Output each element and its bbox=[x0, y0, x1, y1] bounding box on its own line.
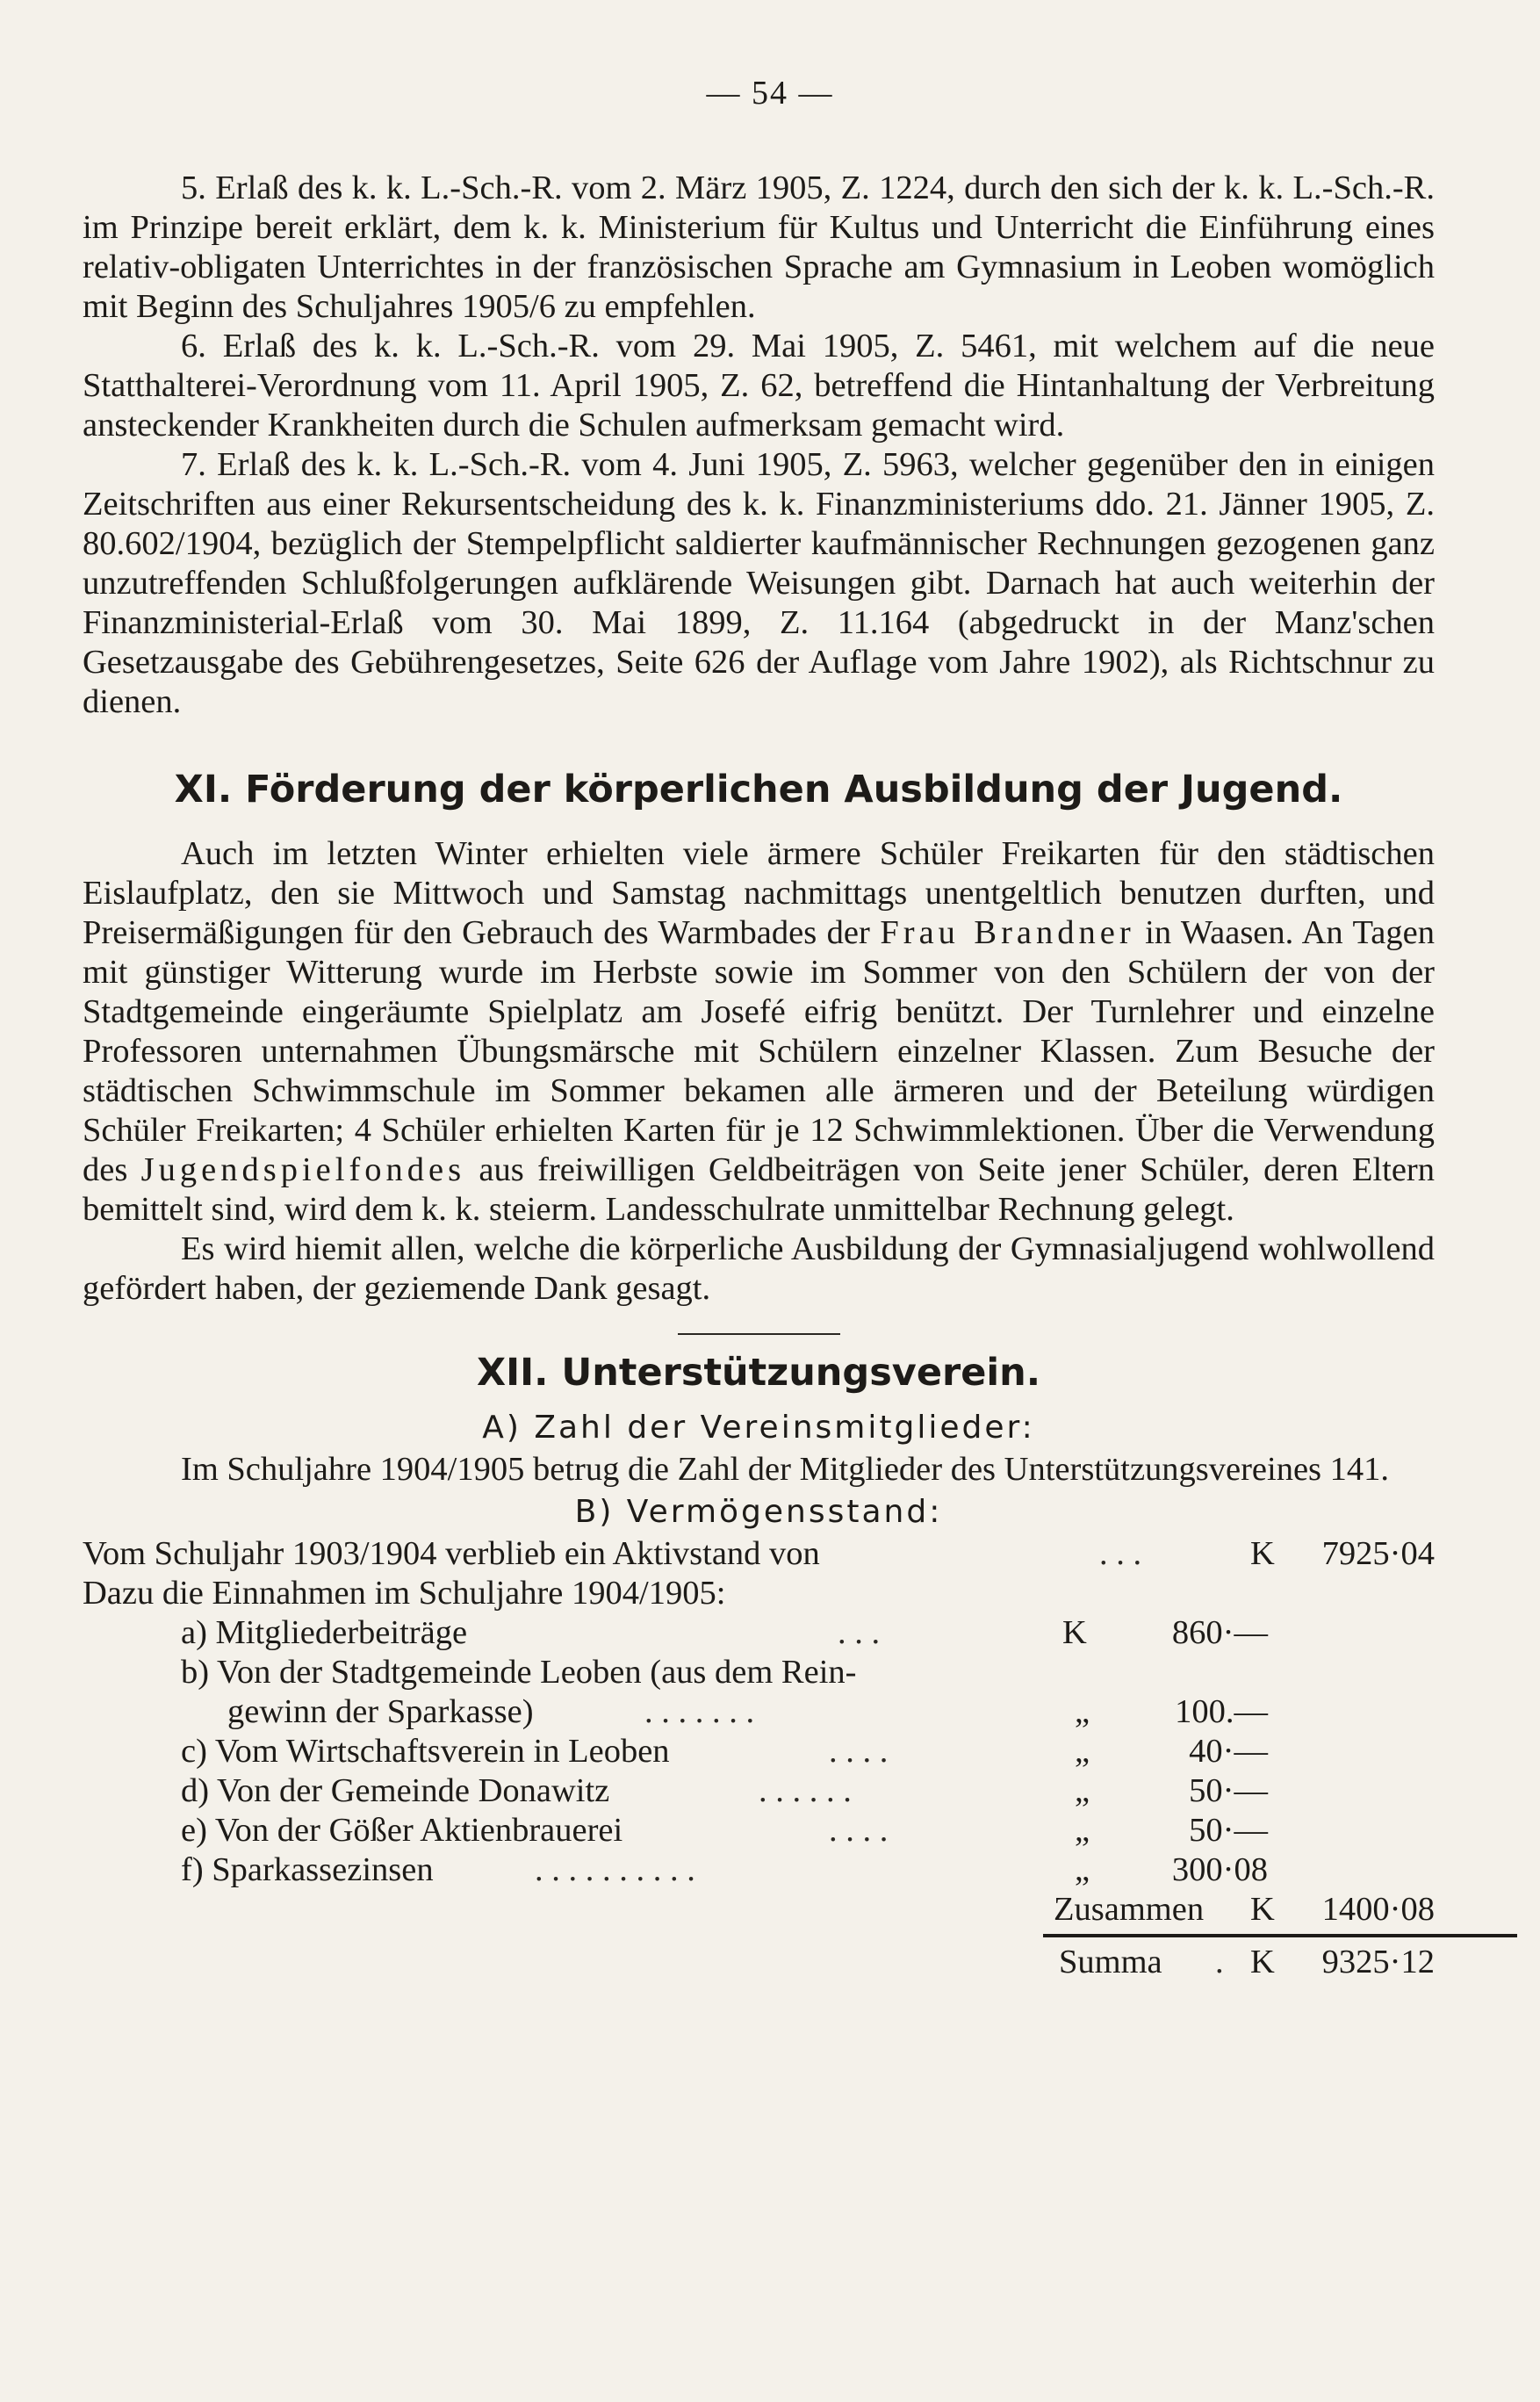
spaced-fund-name: Jugendspielfondes bbox=[140, 1151, 466, 1188]
ledger-label: e) Von der Gößer Aktienbrauerei bbox=[181, 1812, 623, 1849]
total-underline bbox=[1043, 1934, 1517, 1937]
leader-dots: . . . . . . bbox=[759, 1772, 852, 1809]
thanks-paragraph: Es wird hiemit allen, welche die körperliche Ausbildung der Gymnasialjugend wohlwollend gefördert haben, der geziemende Dank gesagt. bbox=[83, 1230, 1435, 1307]
leader-dots: . . . bbox=[838, 1614, 881, 1651]
section-heading-xii: XII. Unterstützungsverein. bbox=[476, 1351, 1041, 1395]
ledger-row-a bbox=[83, 1613, 1435, 1653]
leader-dots: . . . . . . . . . . bbox=[535, 1851, 695, 1888]
leader-dots: . bbox=[1215, 1944, 1224, 1980]
section-heading-xi: XI. Förderung der körperlichen Ausbildung der Jugend. bbox=[174, 768, 1343, 811]
decree-paragraph-5: 5. Erlaß des k. k. L.-Sch.-R. vom 2. März 1905, Z. 1224, durch den sich der k. k. L.-Sch.-R. im Prinzipe bereit erklärt, dem k. k. Ministerium für Kultus und Unterricht die Einführung eines relativ-obligaten Unterrichtes in der französischen Sprache am Gymnasium in Leoben womöglich mit Beginn des Schuljahres 1905/6 zu empfehlen. bbox=[83, 170, 1435, 325]
ledger-amount: 100.— bbox=[1175, 1693, 1268, 1730]
page-body bbox=[83, 169, 1435, 1982]
ledger-currency: K bbox=[1062, 1614, 1087, 1651]
ledger-row-f bbox=[83, 1850, 1435, 1890]
ledger-currency: „ bbox=[1075, 1772, 1090, 1809]
ledger-label: d) Von der Gemeinde Donawitz bbox=[181, 1772, 610, 1809]
ledger-row-b1 bbox=[83, 1653, 1435, 1692]
ledger-row-c bbox=[83, 1732, 1435, 1771]
paragraph-text: Auch im letzten Winter erhielten viele ärmere Schüler Freikarten für den städtischen Eislaufplatz, den sie Mittwoch und Samstag nachmittags unentgeltlich benutzen durften, und Preisermäßigungen für den Gebrauch des Warmbades der bbox=[83, 835, 1435, 951]
total-row bbox=[83, 1890, 1435, 1936]
ledger-amount: 50·— bbox=[1189, 1772, 1268, 1809]
currency-k: K bbox=[1250, 1535, 1275, 1572]
sum-row bbox=[83, 1943, 1435, 1982]
ledger-label: gewinn der Sparkasse) bbox=[227, 1693, 534, 1730]
ledger-amount: 50·— bbox=[1189, 1812, 1268, 1849]
ledger-label: f) Sparkassezinsen bbox=[181, 1851, 434, 1888]
ledger-label: c) Vom Wirtschaftsverein in Leoben bbox=[181, 1733, 670, 1770]
leader-dots: . . . . bbox=[829, 1733, 889, 1770]
ledger-amount: 860·— bbox=[1171, 1614, 1268, 1651]
members-paragraph: Im Schuljahre 1904/1905 betrug die Zahl der Mitglieder des Unterstützungsvereines 141. bbox=[181, 1451, 1390, 1488]
section-divider bbox=[678, 1333, 840, 1335]
leader-dots: . . . . bbox=[829, 1812, 889, 1849]
sum-currency: K bbox=[1250, 1944, 1275, 1980]
total-currency: K bbox=[1250, 1891, 1275, 1928]
income-label: Dazu die Einnahmen im Schuljahre 1904/1905: bbox=[83, 1575, 726, 1612]
subheading-assets: B) Vermögensstand: bbox=[574, 1494, 943, 1530]
ledger-row-e bbox=[83, 1811, 1435, 1850]
ledger-label: b) Von der Stadtgemeinde Leoben (aus dem Rein- bbox=[181, 1654, 857, 1691]
carryover-label: Vom Schuljahr 1903/1904 verblieb ein Aktivstand von bbox=[83, 1535, 820, 1572]
sum-label: Summa bbox=[1059, 1944, 1162, 1980]
total-amount: 1400·08 bbox=[1321, 1891, 1435, 1928]
ledger-label: a) Mitgliederbeiträge bbox=[181, 1614, 468, 1651]
carryover-amount: 7925·04 bbox=[1321, 1535, 1435, 1572]
decree-paragraph-7: 7. Erlaß des k. k. L.-Sch.-R. vom 4. Juni 1905, Z. 5963, welcher gegenüber den in einigen Zeitschriften aus einer Rekursentscheidung des k. k. Finanzministeriums ddo. 21. Jänner 1905, Z. 80.602/1904, bezüglich der Stempelpflicht saldierter kaufmännischer Rechnungen gezogenen ganz unzutreffenden Schlußfolgerungen aufklärende Weisungen gibt. Darnach hat auch weiterhin der Finanzministerial-Erlaß vom 30. Mai 1899, Z. 11.164 (abgedruckt in der Manz'schen Gesetzausgabe des Gebührengesetzes, Seite 626 der Auflage vom Jahre 1902), als Richtschnur zu dienen. bbox=[83, 446, 1435, 720]
total-label: Zusammen bbox=[1054, 1891, 1205, 1928]
spaced-name: Frau Brandner bbox=[880, 914, 1135, 951]
ledger-currency: „ bbox=[1075, 1693, 1090, 1730]
leader-dots: . . . bbox=[1099, 1535, 1142, 1572]
ledger-row-b2 bbox=[83, 1692, 1435, 1732]
subheading-members: A) Zahl der Vereinsmitglieder: bbox=[482, 1410, 1035, 1446]
ledger-row-d bbox=[83, 1771, 1435, 1811]
ledger-amount: 40·— bbox=[1189, 1733, 1268, 1770]
income-header-row bbox=[83, 1574, 1435, 1613]
ledger-currency: „ bbox=[1075, 1851, 1090, 1888]
decree-paragraph-6: 6. Erlaß des k. k. L.-Sch.-R. vom 29. Mai 1905, Z. 5461, mit welchem auf die neue Statthalterei-Verordnung vom 11. April 1905, Z. 62, betreffend die Hintanhaltung der Verbreitung ansteckender Krankheiten durch die Schulen aufmerksam gemacht wird. bbox=[83, 328, 1435, 444]
ledger-currency: „ bbox=[1075, 1812, 1090, 1849]
page-number: — 54 — bbox=[706, 75, 834, 112]
ledger-amount: 300·08 bbox=[1171, 1851, 1268, 1888]
physical-education-paragraph bbox=[83, 834, 1435, 1230]
ledger-currency: „ bbox=[1075, 1733, 1090, 1770]
leader-dots: . . . . . . . bbox=[644, 1693, 755, 1730]
paragraph-text: in Waasen. An Tagen mit günstiger Witterung wurde im Herbste sowie im Sommer von den Schülern der von der Stadtgemeinde eingeräumte Spielplatz am Josefé eifrig benützt. Der Turnlehrer und einzelne Professoren unternahmen Übungsmärsche mit Schülern einzelner Klassen. Zum Besuche der städtischen Schwimmschule im Sommer bekamen alle ärmeren und der Beteilung würdigen Schüler Freikarten; 4 Schüler erhielten Karten für je 12 Schwimmlektionen. Über die Verwendung des bbox=[83, 914, 1435, 1188]
carryover-row bbox=[83, 1534, 1435, 1574]
sum-amount: 9325·12 bbox=[1321, 1944, 1435, 1980]
paragraph-text: aus freiwilligen Geldbeiträgen von Seite jener Schüler, deren Eltern bemittelt sind, wird dem k. k. steierm. Landesschulrate unmittelbar Rechnung gelegt. bbox=[83, 1151, 1435, 1228]
